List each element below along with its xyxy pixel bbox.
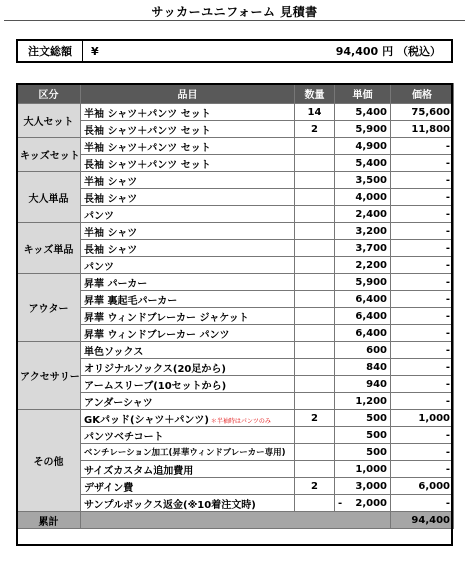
unit-price-value: 840 <box>366 361 387 373</box>
table-row <box>17 478 454 495</box>
item-cell <box>81 240 295 257</box>
item-name: 昇華 パーカー <box>84 278 148 290</box>
item-name: 長袖 シャツ <box>84 193 138 205</box>
category-cell: キッズセット <box>17 138 81 172</box>
unit-price-value: 3,500 <box>355 174 387 186</box>
total-row <box>17 512 454 529</box>
unit-price-value: 3,700 <box>355 242 387 254</box>
item-name: 半袖 シャツ＋パンツ セット <box>84 108 211 120</box>
table-row <box>17 325 454 342</box>
table-row <box>17 359 454 376</box>
item-cell <box>81 461 295 478</box>
item-cell <box>81 393 295 410</box>
table-row <box>17 240 454 257</box>
table-row <box>17 342 454 359</box>
item-cell <box>81 274 295 291</box>
item-cell <box>81 223 295 240</box>
unit-price-cell <box>335 325 391 342</box>
order-total-box <box>16 39 453 63</box>
item-name: 半袖 シャツ <box>84 227 138 239</box>
estimate-table <box>16 83 454 529</box>
item-cell <box>81 138 295 155</box>
qty-cell <box>295 223 335 240</box>
item-cell <box>81 189 295 206</box>
item-name: アンダーシャツ <box>84 397 153 409</box>
category-cell: 大人単品 <box>17 172 81 223</box>
item-cell <box>81 410 295 427</box>
price-cell: - <box>391 393 454 410</box>
unit-price-cell <box>335 427 391 444</box>
unit-price-value: 500 <box>366 429 387 441</box>
unit-price-cell <box>335 461 391 478</box>
table-row <box>17 172 454 189</box>
item-cell <box>81 206 295 223</box>
qty-cell <box>295 206 335 223</box>
unit-price-cell <box>335 223 391 240</box>
table-row <box>17 393 454 410</box>
qty-cell <box>295 495 335 512</box>
unit-price-value: 1,000 <box>355 463 387 475</box>
item-cell <box>81 444 295 461</box>
unit-price-value: 3,000 <box>355 480 387 492</box>
price-cell: - <box>391 240 454 257</box>
unit-price-value: 940 <box>366 378 387 390</box>
price-cell: - <box>391 461 454 478</box>
unit-price-value: 2,000 <box>355 497 387 509</box>
unit-price-cell <box>335 444 391 461</box>
unit-price-cell <box>335 206 391 223</box>
table-row <box>17 189 454 206</box>
header-item: 品目 <box>81 84 295 104</box>
price-cell: - <box>391 257 454 274</box>
table-row <box>17 104 454 121</box>
table-row <box>17 155 454 172</box>
item-cell <box>81 291 295 308</box>
table-header-row <box>17 84 454 104</box>
item-cell <box>81 308 295 325</box>
price-cell: - <box>391 376 454 393</box>
item-name: アームスリーブ(10セットから) <box>84 380 227 392</box>
unit-price-cell <box>335 189 391 206</box>
price-cell: - <box>391 444 454 461</box>
price-cell: - <box>391 172 454 189</box>
unit-price-cell <box>335 495 391 512</box>
table-row <box>17 257 454 274</box>
category-cell: アウター <box>17 274 81 342</box>
unit-price-cell <box>335 376 391 393</box>
qty-cell <box>295 274 335 291</box>
item-cell <box>81 121 295 138</box>
unit-price-cell <box>335 342 391 359</box>
price-cell: - <box>391 138 454 155</box>
price-cell: - <box>391 291 454 308</box>
table-row <box>17 206 454 223</box>
unit-price-value: 5,400 <box>355 106 387 118</box>
category-cell: その他 <box>17 410 81 512</box>
price-cell: 6,000 <box>391 478 454 495</box>
item-name: 半袖 シャツ＋パンツ セット <box>84 142 211 154</box>
unit-price-cell <box>335 240 391 257</box>
unit-price-cell <box>335 121 391 138</box>
qty-cell <box>295 291 335 308</box>
unit-price-value: 2,400 <box>355 208 387 220</box>
item-name: 長袖 シャツ <box>84 244 138 256</box>
qty-cell <box>295 393 335 410</box>
item-name: 昇華 裏起毛パーカー <box>84 295 178 307</box>
table-row <box>17 410 454 427</box>
qty-cell <box>295 427 335 444</box>
yen-sign: ¥ <box>91 44 99 58</box>
price-cell: - <box>391 223 454 240</box>
table-row <box>17 274 454 291</box>
item-name: ベンチレーション加工(昇華ウィンドブレーカー専用) <box>84 448 286 458</box>
item-cell <box>81 376 295 393</box>
item-name: 昇華 ウィンドブレーカー パンツ <box>84 329 230 341</box>
table-row <box>17 223 454 240</box>
qty-cell: 2 <box>295 410 335 427</box>
total-spacer <box>81 512 391 529</box>
item-cell <box>81 104 295 121</box>
unit-price-cell <box>335 359 391 376</box>
qty-cell <box>295 461 335 478</box>
unit-price-cell <box>335 291 391 308</box>
qty-cell <box>295 444 335 461</box>
unit-price-cell <box>335 257 391 274</box>
price-cell: - <box>391 308 454 325</box>
qty-cell: 2 <box>295 478 335 495</box>
unit-price-cell <box>335 308 391 325</box>
price-cell: - <box>391 206 454 223</box>
table-row <box>17 121 454 138</box>
item-note: ＊半袖時はパンツのみ <box>210 417 271 425</box>
item-name: 長袖 シャツ＋パンツ セット <box>84 125 211 137</box>
item-name: 単色ソックス <box>84 346 144 358</box>
unit-price-cell <box>335 155 391 172</box>
unit-price-value: 2,200 <box>355 259 387 271</box>
unit-price-value: 4,900 <box>355 140 387 152</box>
unit-price-value: 5,400 <box>355 157 387 169</box>
unit-price-value: 6,400 <box>355 310 387 322</box>
table-row <box>17 376 454 393</box>
unit-price-value: 6,400 <box>355 293 387 305</box>
unit-price-value: 3,200 <box>355 225 387 237</box>
item-name: デザイン費 <box>84 482 134 494</box>
unit-price-value: 600 <box>366 344 387 356</box>
qty-cell <box>295 155 335 172</box>
unit-price-cell <box>335 478 391 495</box>
unit-price-cell <box>335 172 391 189</box>
unit-price-value: 500 <box>366 412 387 424</box>
header-category: 区分 <box>17 84 81 104</box>
qty-cell <box>295 172 335 189</box>
table-row <box>17 138 454 155</box>
price-cell: - <box>391 155 454 172</box>
item-cell <box>81 427 295 444</box>
item-name: 半袖 シャツ <box>84 176 138 188</box>
item-name: サイズカスタム追加費用 <box>84 465 194 477</box>
item-name: サンプルボックス返金(※10着注文時) <box>84 499 256 511</box>
price-cell: 11,800 <box>391 121 454 138</box>
header-unit-price: 単価 <box>335 84 391 104</box>
price-cell: 1,000 <box>391 410 454 427</box>
qty-cell <box>295 240 335 257</box>
header-price: 価格 <box>391 84 454 104</box>
unit-price-cell <box>335 410 391 427</box>
price-cell: - <box>391 495 454 512</box>
item-cell <box>81 155 295 172</box>
unit-price-value: 1,200 <box>355 395 387 407</box>
table-row <box>17 427 454 444</box>
qty-cell <box>295 257 335 274</box>
item-name: GKパッド(シャツ＋パンツ) <box>84 414 209 426</box>
price-cell: - <box>391 359 454 376</box>
unit-price-value: 5,900 <box>355 123 387 135</box>
item-cell <box>81 478 295 495</box>
category-cell: キッズ単品 <box>17 223 81 274</box>
title-underline <box>4 20 465 21</box>
qty-cell <box>295 138 335 155</box>
order-total-unit: 円 （税込） <box>382 45 441 58</box>
item-cell <box>81 325 295 342</box>
order-total-label: 注文総額 <box>18 41 83 61</box>
category-cell: 大人セット <box>17 104 81 138</box>
qty-cell <box>295 359 335 376</box>
qty-cell <box>295 308 335 325</box>
price-cell: - <box>391 325 454 342</box>
price-cell: - <box>391 274 454 291</box>
item-cell <box>81 342 295 359</box>
item-name: パンツ <box>84 261 114 273</box>
item-name: パンツ <box>84 210 114 222</box>
price-cell: - <box>391 427 454 444</box>
item-name: オリジナルソックス(20足から) <box>84 363 226 375</box>
minus-sign: - <box>338 497 343 509</box>
item-cell <box>81 495 295 512</box>
order-total-amount: 94,400 <box>335 44 379 58</box>
table-row <box>17 291 454 308</box>
price-cell: - <box>391 189 454 206</box>
price-cell: 75,600 <box>391 104 454 121</box>
item-name: 長袖 シャツ＋パンツ セット <box>84 159 211 171</box>
total-price: 94,400 <box>391 512 454 529</box>
qty-cell: 2 <box>295 121 335 138</box>
unit-price-cell <box>335 393 391 410</box>
unit-price-cell <box>335 274 391 291</box>
unit-price-value: 6,400 <box>355 327 387 339</box>
item-cell <box>81 359 295 376</box>
qty-cell <box>295 189 335 206</box>
price-cell: - <box>391 342 454 359</box>
item-cell <box>81 257 295 274</box>
qty-cell <box>295 376 335 393</box>
unit-price-cell <box>335 104 391 121</box>
document-title: サッカーユニフォーム 見積書 <box>151 5 318 19</box>
total-label: 累計 <box>17 512 81 529</box>
unit-price-value: 5,900 <box>355 276 387 288</box>
unit-price-cell <box>335 138 391 155</box>
item-name: パンツベチコート <box>84 431 164 443</box>
category-cell: アクセサリー <box>17 342 81 410</box>
table-row <box>17 308 454 325</box>
unit-price-value: 500 <box>366 446 387 458</box>
unit-price-value: 4,000 <box>355 191 387 203</box>
table-row <box>17 495 454 512</box>
qty-cell <box>295 325 335 342</box>
header-qty: 数量 <box>295 84 335 104</box>
item-cell <box>81 172 295 189</box>
qty-cell: 14 <box>295 104 335 121</box>
table-row <box>17 444 454 461</box>
qty-cell <box>295 342 335 359</box>
item-name: 昇華 ウィンドブレーカー ジャケット <box>84 312 249 324</box>
table-row <box>17 461 454 478</box>
